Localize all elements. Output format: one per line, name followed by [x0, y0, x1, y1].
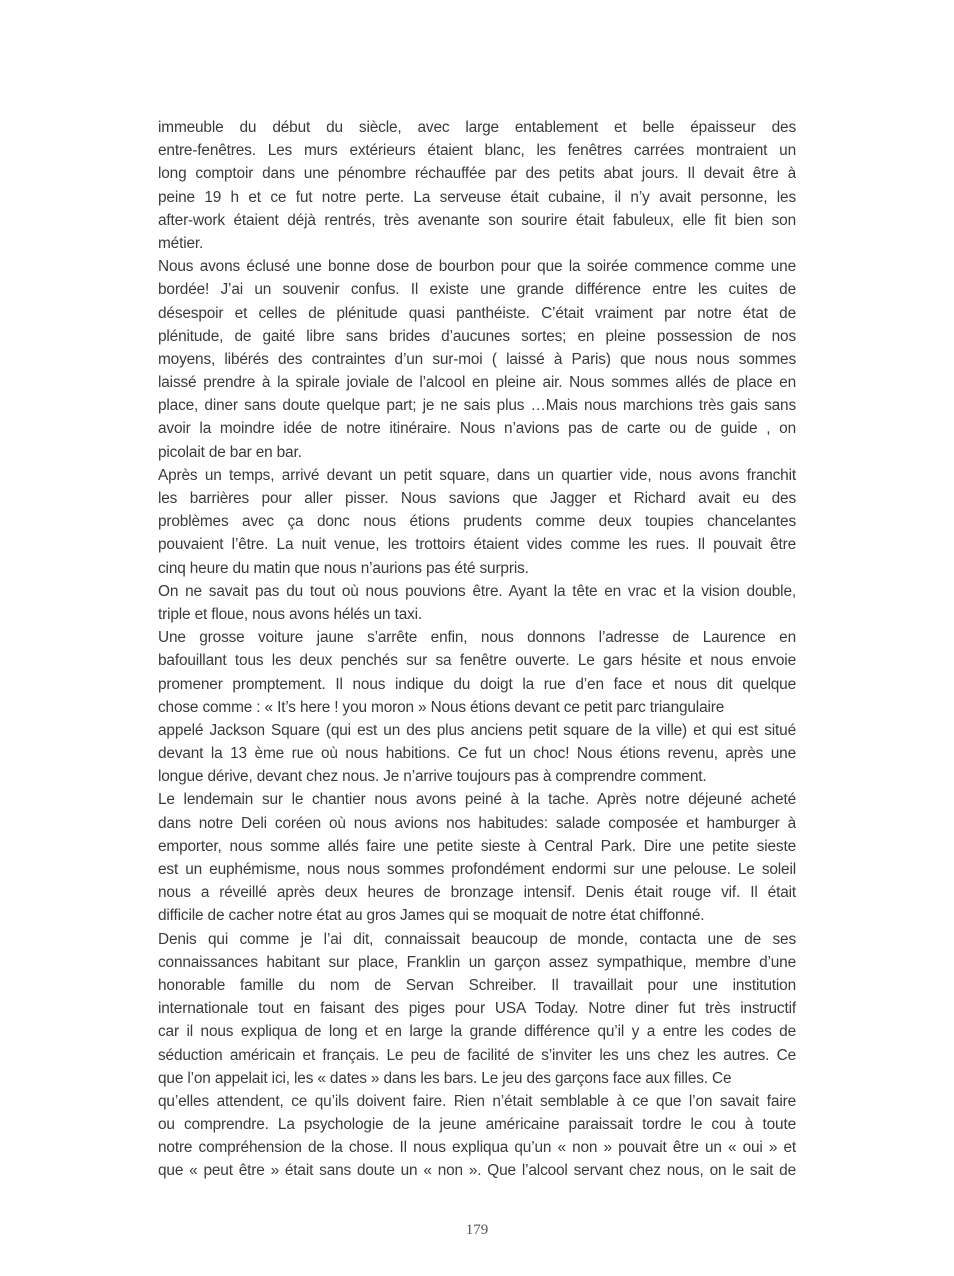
- text-line: que l’on appelait ici, les « dates » dans les bars. Le jeu des garçons face aux filles. Ce: [158, 1069, 732, 1087]
- paragraph: [158, 464, 796, 580]
- paragraph: [158, 928, 796, 1183]
- text-line: entre-fenêtres. Les murs extérieurs étaient blanc, les fenêtres carrées montraient un: [158, 142, 796, 160]
- text-line: que « peut être » était sans doute un « non ». Que l’alcool servant chez nous, on le sait de: [158, 1162, 796, 1180]
- text-line: Une grosse voiture jaune s’arrête enfin, nous donnons l’adresse de Laurence en: [158, 629, 796, 647]
- text-line: moyens, libérés des contraintes d’un sur-moi ( laissé à Paris) que nous nous sommes: [158, 350, 796, 368]
- text-line: cinq heure du matin que nous n’aurions pas été surpris.: [158, 559, 529, 577]
- text-line: long comptoir dans une pénombre réchauffée par des petits abat jours. Il devait être à: [158, 165, 796, 183]
- paragraph: [158, 580, 796, 626]
- text-line: devant la 13 ème rue où nous habitions. Ce fut un choc! Nous étions revenu, après une: [158, 745, 796, 763]
- text-line: internationale tout en faisant des piges pour USA Today. Notre diner fut très instructif: [158, 1000, 796, 1018]
- text-line: bordée! J’ai un souvenir confus. Il existe une grande différence entre les cuites de: [158, 281, 796, 299]
- text-line: chose comme : « It’s here ! you moron » Nous étions devant ce petit parc triangulaire: [158, 698, 725, 716]
- text-line: honorable famille du nom de Servan Schreiber. Il travaillait pour une institution: [158, 976, 796, 994]
- text-line: problèmes avec ça donc nous étions prudents comme deux toupies chancelantes: [158, 513, 796, 531]
- text-line: Denis qui comme je l’ai dit, connaissait beaucoup de monde, contacta une de ses: [158, 930, 796, 948]
- text-line: désespoir et celles de plénitude quasi panthéiste. C’était vraiment par notre état de: [158, 304, 796, 322]
- body-text: [158, 116, 796, 1183]
- text-line: qu’elles attendent, ce qu’ils doivent faire. Rien n’était semblable à ce que l’on savait faire: [158, 1092, 796, 1110]
- text-line: immeuble du début du siècle, avec large entablement et belle épaisseur des: [158, 119, 796, 136]
- text-line: Nous avons éclusé une bonne dose de bourbon pour que la soirée commence comme une: [158, 258, 796, 276]
- text-line: ou comprendre. La psychologie de la jeune américaine paraissait tordre le cou à toute: [158, 1116, 796, 1134]
- text-line: connaissances habitant sur place, Franklin un garçon assez sympathique, membre d’une: [158, 953, 796, 971]
- text-line: car il nous expliqua de long et en large la grande différence qu’il y a entre les codes de: [158, 1023, 796, 1041]
- text-line: plénitude, de gaité libre sans brides d’aucunes sortes; en pleine possession de nos: [158, 327, 796, 345]
- text-line: avoir la moindre idée de notre itinéraire. Nous n’avions pas de carte ou de guide , on: [158, 420, 796, 438]
- text-line: Le lendemain sur le chantier nous avons peiné à la tache. Après notre déjeuné acheté: [158, 791, 796, 809]
- text-line: les barrières pour aller pisser. Nous savions que Jagger et Richard avait eu des: [158, 490, 796, 507]
- text-line: métier.: [158, 234, 204, 252]
- page-number: 179: [465, 1222, 489, 1238]
- text-line: Après un temps, arrivé devant un petit square, dans un quartier vide, nous avons franchit: [158, 466, 796, 484]
- text-line: place, diner sans doute quelque part; je ne sais plus …Mais nous marchions très gais sans: [158, 397, 796, 415]
- text-line: picolait de bar en bar.: [158, 443, 302, 461]
- paragraph: [158, 788, 796, 927]
- paragraph: [158, 255, 796, 464]
- text-line: longue dérive, devant chez nous. Je n’arrive toujours pas à comprendre comment.: [158, 768, 707, 786]
- text-line: difficile de cacher notre état au gros James qui se moquait de notre état chiffonné.: [158, 907, 705, 925]
- text-line: nous a réveillé après deux heures de bronzage intensif. Denis était rouge vif. Il était: [158, 884, 796, 902]
- text-line: triple et floue, nous avons hélés un taxi.: [158, 605, 423, 623]
- text-line: pouvaient l’être. La nuit venue, les trottoirs étaient vides comme les rues. Il pouvait être: [158, 536, 796, 554]
- text-line: peine 19 h et ce fut notre perte. La serveuse était cubaine, il n’y avait personne, les: [158, 188, 796, 206]
- text-line: laissé prendre à la spirale joviale de l’alcool en pleine air. Nous sommes allés de place en: [158, 374, 796, 392]
- paragraph: [158, 116, 796, 255]
- text-line: notre compréhension de la chose. Il nous expliqua qu’un « non » pouvait être un « oui » et: [158, 1139, 796, 1157]
- text-line: séduction américain et français. Le peu de facilité de s’inviter les uns chez les autres. Ce: [158, 1046, 796, 1064]
- text-line: bafouillant tous les deux penchés sur sa fenêtre ouverte. Le gars hésite et nous envoie: [158, 652, 796, 670]
- paragraph: [158, 626, 796, 788]
- text-line: emporter, nous somme allés faire une petite sieste à Central Park. Dire une petite sieste: [158, 837, 796, 855]
- text-line: dans notre Deli coréen où nous avions nos habitudes: salade composée et hamburger à: [158, 814, 796, 832]
- text-line: promener promptement. Il nous indique du doigt la rue d’en face et nous dit quelque: [158, 675, 796, 693]
- text-line: appelé Jackson Square (qui est un des plus anciens petit square de la ville) et qui est situé: [158, 721, 796, 739]
- text-line: On ne savait pas du tout où nous pouvions être. Ayant la tête en vrac et la vision double,: [158, 582, 796, 600]
- text-line: est un euphémisme, nous nous sommes profondément endormi sur une pelouse. Le soleil: [158, 861, 796, 878]
- text-line: after-work étaient déjà rentrés, très avenante son sourire était fabuleux, elle fit bien son: [158, 211, 796, 229]
